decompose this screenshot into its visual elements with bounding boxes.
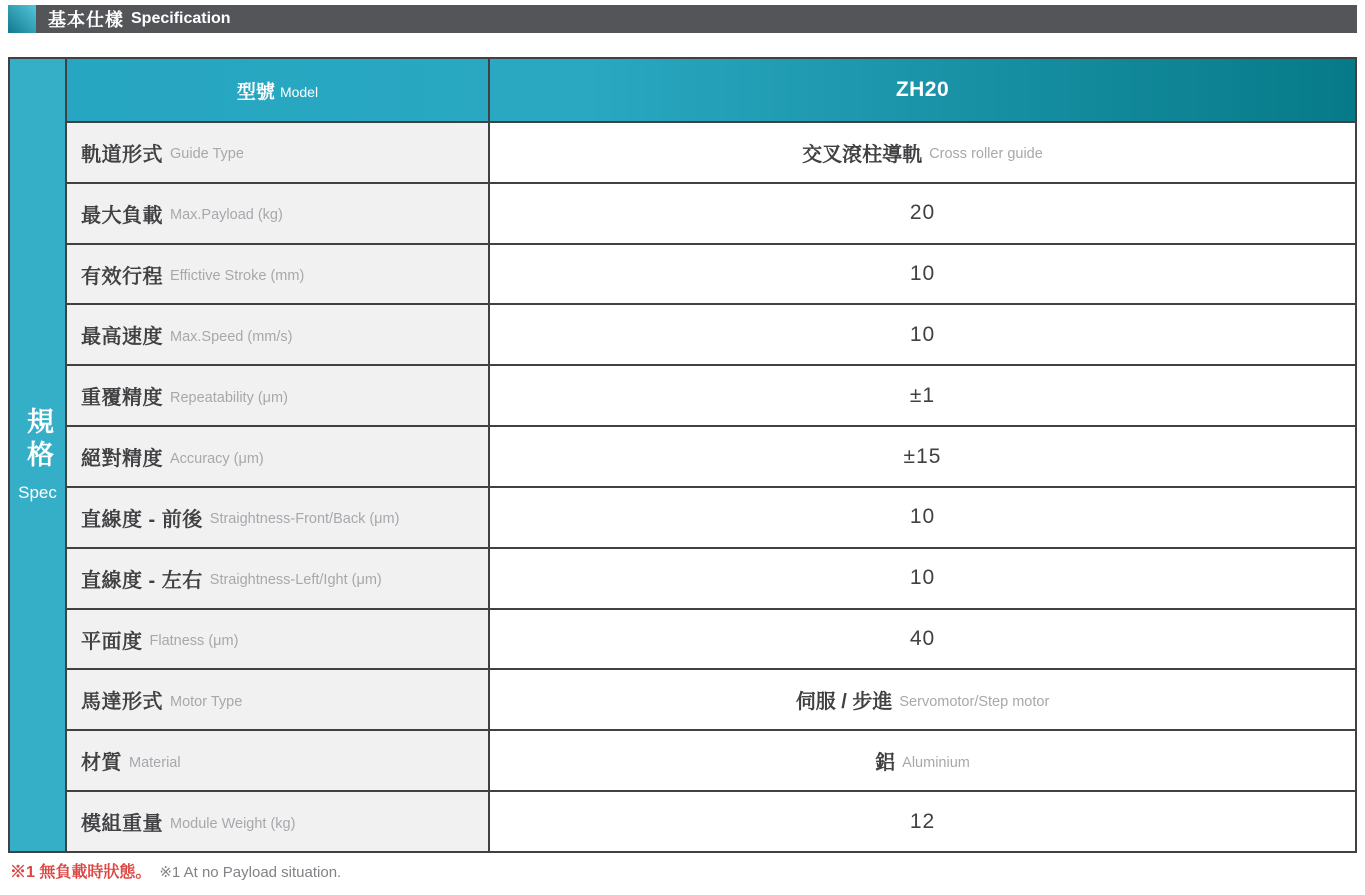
table-row — [67, 366, 1355, 427]
spec-label-cn: 絕對精度 — [81, 448, 163, 471]
spec-value: 10 — [909, 322, 936, 346]
header-model-value: ZH20 — [895, 78, 950, 101]
spec-value-cell — [490, 245, 1355, 304]
spec-label-cell — [67, 488, 490, 547]
spec-label-cn: 軌道形式 — [81, 143, 163, 166]
spec-value-cell — [490, 792, 1355, 851]
section-title-en: Specification — [131, 10, 231, 27]
spec-label-cell — [67, 670, 490, 729]
spec-value: 10 — [909, 262, 936, 286]
spec-label-cn: 材質 — [81, 752, 122, 775]
table-row — [67, 610, 1355, 671]
spec-label-en: Accuracy (μm) — [170, 450, 264, 467]
spec-label-en: Straightness-Front/Back (μm) — [209, 511, 400, 528]
spec-value-cn: 鋁 — [875, 752, 896, 775]
spec-label-en: Max.Payload (kg) — [170, 207, 283, 224]
table-row — [67, 427, 1355, 488]
spec-label-cn: 馬達形式 — [81, 691, 163, 714]
spec-label-cn: 重覆精度 — [81, 387, 163, 410]
spec-label-cell — [67, 792, 490, 851]
spec-label-cell — [67, 184, 490, 243]
spec-value-cell — [490, 549, 1355, 608]
spec-label-cn: 有效行程 — [81, 265, 163, 288]
spec-label-cn: 平面度 — [81, 630, 143, 653]
spec-value-cell — [490, 488, 1355, 547]
spec-label-en: Max.Speed (mm/s) — [170, 328, 293, 345]
table-row — [67, 245, 1355, 306]
spec-label-en: Effictive Stroke (mm) — [170, 268, 305, 285]
table-row — [67, 549, 1355, 610]
spec-label-cell — [67, 366, 490, 425]
section-title-cn: 基本仕樣 — [48, 10, 124, 30]
spec-label-en: Repeatability (μm) — [170, 389, 288, 406]
spec-value-cell — [490, 731, 1355, 790]
table-row — [67, 792, 1355, 851]
spec-label-cell — [67, 123, 490, 182]
header-model-en: Model — [279, 84, 319, 100]
spec-label-cell — [67, 610, 490, 669]
spec-label-en: Material — [129, 754, 181, 771]
spec-label-cell — [67, 549, 490, 608]
spec-label-cn: 直線度 - 左右 — [81, 569, 203, 592]
header-model-cell — [67, 59, 490, 121]
spec-value-cell — [490, 305, 1355, 364]
spec-value: ±1 — [909, 383, 936, 407]
side-band-label-en: Spec — [18, 483, 57, 502]
table-grid — [67, 59, 1355, 851]
spec-value-en: Servomotor/Step motor — [899, 693, 1050, 710]
spec-value-cell — [490, 366, 1355, 425]
table-row — [67, 123, 1355, 184]
table-row — [67, 184, 1355, 245]
spec-value-en: Cross roller guide — [929, 146, 1043, 163]
header-model-cn: 型號 — [236, 81, 275, 103]
spec-label-cell — [67, 731, 490, 790]
table-row — [67, 488, 1355, 549]
spec-label-cn: 最大負載 — [81, 204, 163, 227]
spec-label-cell — [67, 245, 490, 304]
spec-label-cn: 直線度 - 前後 — [81, 508, 203, 531]
spec-label-cell — [67, 427, 490, 486]
side-band-label-cn: 規格 — [23, 407, 53, 473]
spec-label-cn: 最高速度 — [81, 326, 163, 349]
side-band-spec — [10, 59, 67, 851]
spec-value: 10 — [909, 566, 936, 590]
accent-square-icon — [8, 5, 36, 33]
spec-label-cn: 模組重量 — [81, 813, 163, 836]
spec-value: 10 — [909, 505, 936, 529]
spec-value: 12 — [909, 809, 936, 833]
section-title-bar — [8, 5, 1357, 33]
spec-label-en: Straightness-Left/Ight (μm) — [209, 572, 382, 589]
spec-value-cell — [490, 670, 1355, 729]
spec-value-en: Aluminium — [902, 754, 970, 771]
spec-label-en: Flatness (μm) — [149, 633, 239, 650]
spec-value: 40 — [909, 627, 936, 651]
table-row — [67, 731, 1355, 792]
spec-value-cn: 伺服 / 步進 — [795, 691, 893, 714]
spec-value-cell — [490, 123, 1355, 182]
spec-label-cell — [67, 305, 490, 364]
spec-label-en: Guide Type — [170, 146, 244, 163]
spec-value-cell — [490, 427, 1355, 486]
footnote-en: ※1 At no Payload situation. — [159, 864, 342, 881]
spec-value-cn: 交叉滾柱導軌 — [802, 143, 923, 166]
table-row — [67, 670, 1355, 731]
spec-value-cell — [490, 184, 1355, 243]
spec-value-cell — [490, 610, 1355, 669]
table-header-row — [67, 59, 1355, 123]
spec-value: ±15 — [903, 444, 942, 468]
spec-value: 20 — [909, 201, 936, 225]
specification-table — [8, 57, 1357, 853]
spec-label-en: Motor Type — [170, 693, 243, 710]
spec-label-en: Module Weight (kg) — [170, 815, 296, 832]
table-row — [67, 305, 1355, 366]
footnote-cn: ※1 無負載時狀態。 — [10, 864, 152, 881]
section-title — [36, 5, 1357, 33]
footnote — [10, 859, 341, 882]
